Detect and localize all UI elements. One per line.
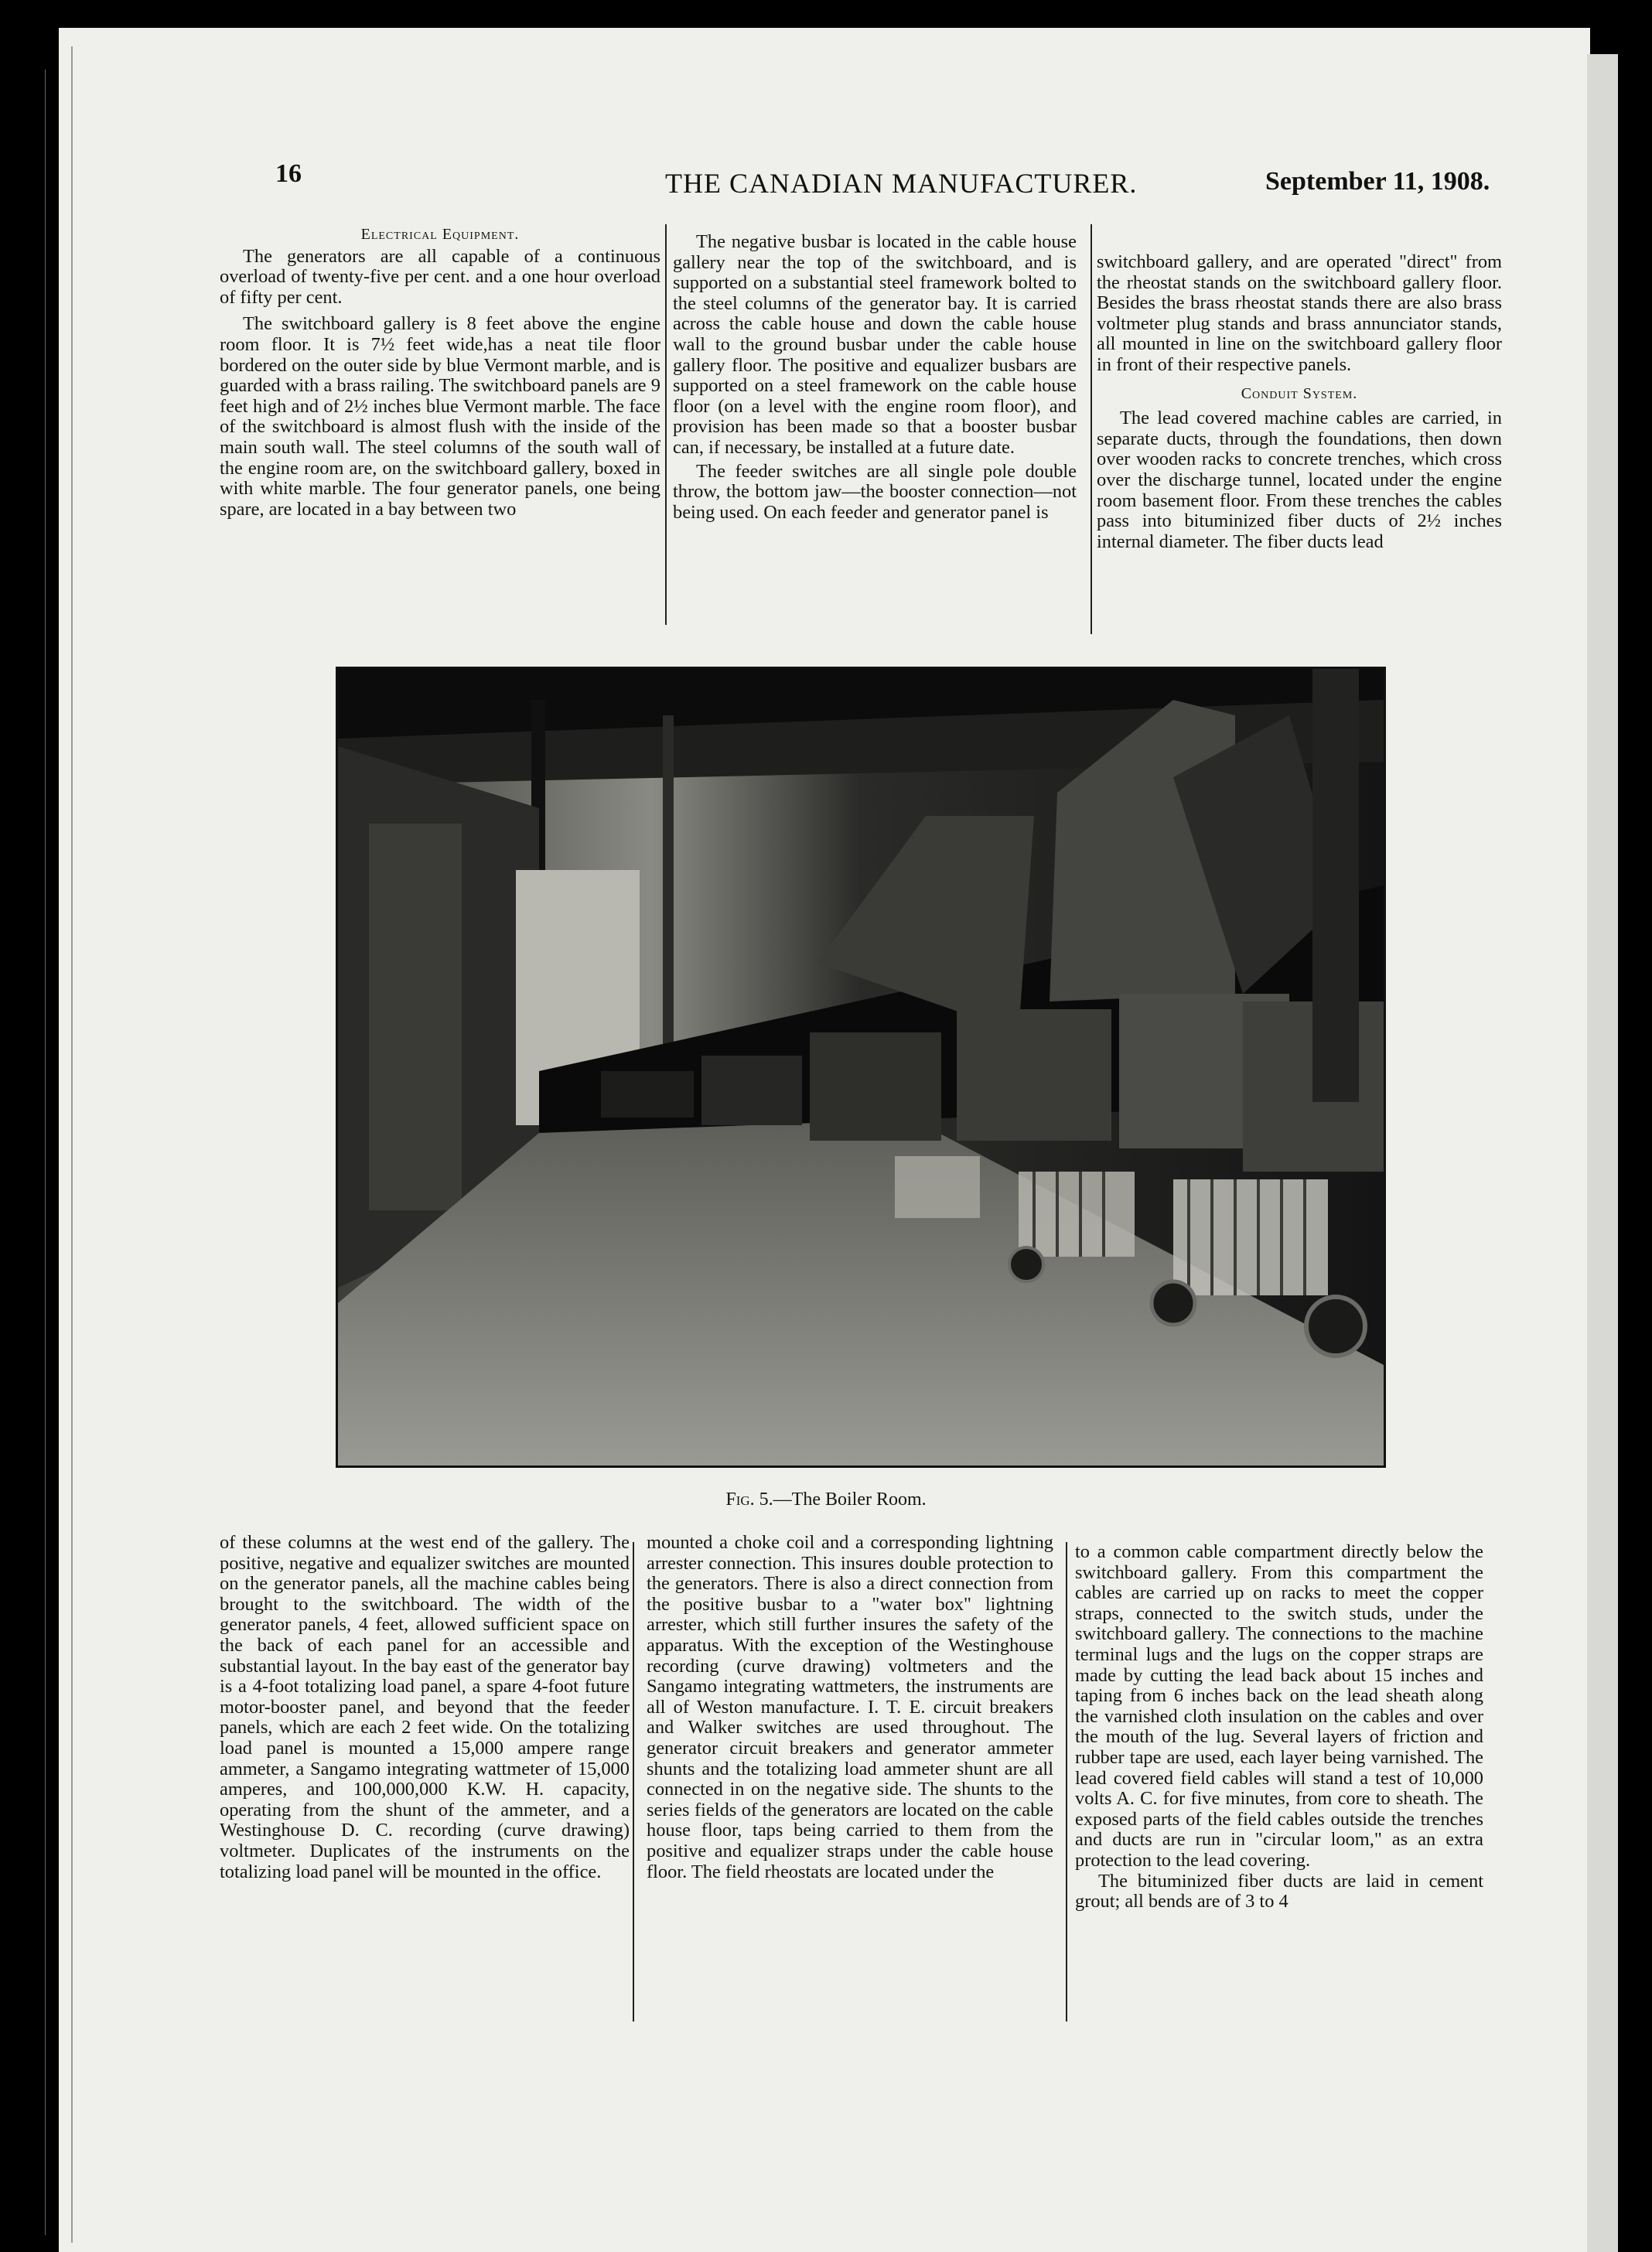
column-rule — [1091, 224, 1092, 634]
boiler-room-image — [338, 669, 1384, 1466]
gutter-line — [71, 46, 73, 2243]
paragraph: mounted a choke coil and a corresponding lightning arrester connection. This insures double protection to the generators. There is also a direct connection from the positive busbar to a "water box" lightning arrester, which still further insures the safety of the apparatus. With the exception of the Westinghouse recording (curve drawing) voltmeters and the Sangamo integrating wattmeters, the instruments are all of Weston manufacture. I. T. E. circuit breakers and Walker switches are used throughout. The generator circuit breakers and generator ammeter shunts and the totalizing load ammeter shunt are all connected in on the negative side. The shunts to the series fields of the generators are located on the cable house floor, taps being carried to them from the positive and equalizer straps under the cable house floor. The field rheostats are located under the — [647, 1532, 1053, 1882]
bottom-column-1 — [220, 1533, 630, 1882]
paragraph: switchboard gallery, and are operated "direct" from the rheostat stands on the switchboard gallery floor. Besides the brass rheostat stands there are also brass voltmeter plug stands and brass annunciator stands, all mounted in line on the switchboard gallery floor in front of their respective panels. — [1097, 251, 1502, 375]
bottom-column-2 — [647, 1533, 1053, 1882]
paragraph: to a common cable compartment directly below the switchboard gallery. From this compartment the cables are carried up on racks to meet the copper straps, connected to the switch studs, under the switchboard gallery. The connections to the machine terminal lugs and the lugs on the copper straps are made by cutting the lead back about 15 inches and taping from 6 inches back on the lead sheath along the varnished cloth insulation on the cables and over the mouth of the lug. Several layers of friction and rubber tape are used, each layer being varnished. The lead covered field cables will stand a test of 10,000 volts A. C. for five minutes, from core to sheath. The exposed parts of the field cables outside the trenches and ducts are run in "circular loom," as an extra protection to the lead covering. — [1075, 1541, 1483, 1871]
top-column-3 — [1097, 252, 1502, 552]
column-rule — [1066, 1542, 1067, 2022]
page-header — [0, 153, 1652, 207]
next-page-edge — [1587, 54, 1618, 2252]
figure-caption — [0, 1489, 1652, 1510]
top-column-1 — [220, 224, 660, 520]
paragraph: The bituminized fiber ducts are laid in cement grout; all bends are of 3 to 4 — [1075, 1870, 1483, 1912]
figure-caption-text: —The Boiler Room. — [773, 1489, 927, 1510]
column-rule — [665, 224, 667, 625]
paragraph: The switchboard gallery is 8 feet above the engine room floor. It is 7½ feet wide,has a neat tile floor bordered on the outer side by blue Vermont marble, and is guarded with a brass railing. The switchboard panels are 9 feet high and of 2½ inches blue Vermont marble. The face of the switchboard is almost flush with the inside of the main south wall. The steel columns of the south wall of the engine room are, on the switchboard gallery, boxed in with white marble. The four generator panels, one being spare, are located in a bay between two — [220, 313, 660, 520]
figure-label: Fig. 5. — [725, 1489, 773, 1510]
page-number: 16 — [275, 159, 302, 188]
binding-edge-line — [45, 70, 46, 2235]
paragraph: The feeder switches are all single pole double throw, the bottom jaw—the booster connection—not being used. On each feeder and generator panel is — [673, 460, 1077, 523]
section-heading-conduit-system: Conduit System. — [1241, 384, 1358, 402]
paragraph: The negative busbar is located in the cable house gallery near the top of the switchboard, and is supported on a substantial steel framework bolted to the steel columns of the generator bay. It is carried across the cable house and down the cable house wall to the ground busbar under the cable house gallery floor. The positive and equalizer busbars are supported on a steel framework on the cable house floor (on a level with the engine room floor), and provision has been made so that a booster busbar can, if necessary, be installed at a future date. — [673, 231, 1077, 458]
top-column-2 — [673, 232, 1077, 523]
bottom-column-3 — [1075, 1542, 1483, 1912]
column-rule — [633, 1542, 634, 2022]
paragraph: The lead covered machine cables are carried, in separate ducts, through the foundations, then down over wooden racks to concrete trenches, which cross over the discharge tunnel, located under the engine room basement floor. From these trenches the cables pass into bituminized fiber ducts of 2½ inches internal diameter. The fiber ducts lead — [1097, 408, 1502, 552]
paragraph: The generators are all capable of a continuous overload of twenty-five per cent. and a one hour overload of fifty per cent. — [220, 245, 660, 308]
journal-title: THE CANADIAN MANUFACTURER. — [665, 168, 1138, 199]
issue-date: September 11, 1908. — [1265, 167, 1490, 196]
paragraph: of these columns at the west end of the gallery. The positive, negative and equalizer switches are mounted on the generator panels, all the machine cables being brought to the switchboard. The width of the generator panels, 4 feet, allowed sufficient space on the back of each panel for an accessible and substantial layout. In the bay east of the generator bay is a 4-foot totalizing load panel, a spare 4-foot future motor-booster panel, and beyond that the feeder panels, which are each 2 feet wide. On the totalizing load panel is mounted a 15,000 ampere range ammeter, a Sangamo integrating wattmeter of 15,000 amperes, and 100,000,000 K.W. H. capacity, operating from the shunt of the ammeter, and a Westinghouse D. C. recording (curve drawing) voltmeter. Duplicates of the instruments on the totalizing load panel will be mounted in the office. — [220, 1532, 630, 1882]
section-heading-electrical-equipment: Electrical Equipment. — [360, 226, 520, 243]
boiler-room-photograph — [336, 667, 1386, 1468]
